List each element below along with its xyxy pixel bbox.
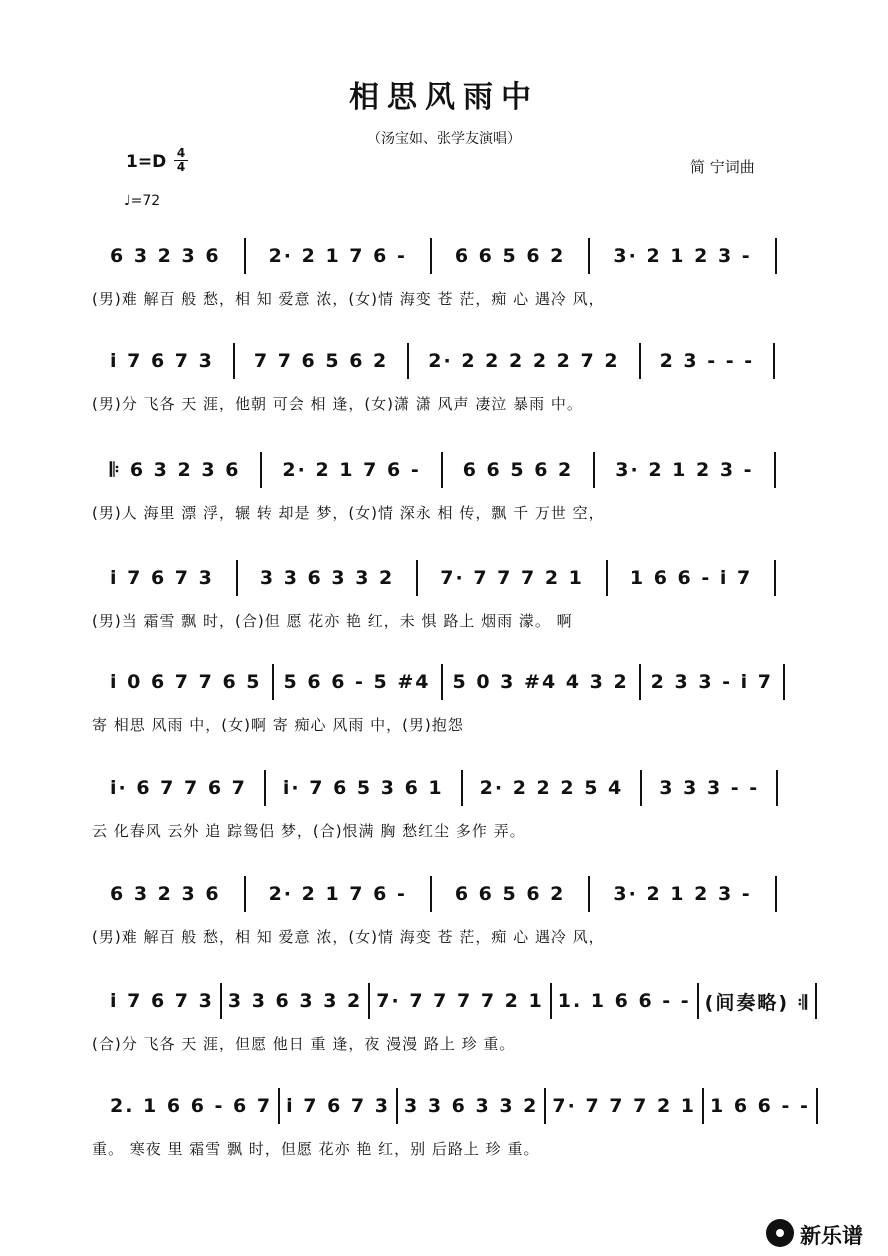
time-signature-bottom: 4 (176, 160, 186, 174)
bar-line (815, 983, 817, 1019)
measure: 6 3 2 3 6 (110, 245, 221, 267)
measure: 5 6 6 - 5 #4 (283, 671, 431, 693)
measure: 6 6 5 6 2 (454, 883, 566, 905)
measure: 2 3 3 - i 7 (650, 671, 774, 693)
bar-line (233, 343, 235, 379)
bar-line (773, 343, 775, 379)
measure: 2· 2 2 2 5 4 (479, 777, 624, 799)
bar-line (774, 452, 776, 488)
bar-line (775, 876, 777, 912)
measure: 7· 7 7 7 7 2 1 (376, 990, 544, 1012)
measure: 6 6 5 6 2 (462, 459, 574, 481)
tempo-marking: ♩=72 (124, 193, 161, 209)
time-signature (174, 148, 188, 173)
bar-line (264, 770, 266, 806)
time-signature-top: 4 (176, 146, 186, 160)
measure: 7· 7 7 7 2 1 (440, 567, 584, 589)
measure: 2· 2 1 7 6 - (282, 459, 421, 481)
performer-subtitle: （汤宝如、张学友演唱） (367, 131, 521, 147)
bar-line (278, 1088, 280, 1124)
notation-line (110, 664, 810, 704)
bar-line (816, 1088, 818, 1124)
bar-line (272, 664, 274, 700)
measure: 1 6 6 - i 7 (629, 567, 753, 589)
notation-line (110, 560, 810, 600)
measure: 3 3 6 3 3 2 (227, 990, 363, 1012)
key-signature: 1=D (126, 152, 167, 172)
measure: i· 7 6 5 3 6 1 (282, 777, 444, 799)
bar-line (697, 983, 699, 1019)
measure: 7 7 6 5 6 2 (253, 350, 389, 372)
bar-line (396, 1088, 398, 1124)
measure: 2. 1 6 6 - 6 7 (110, 1095, 273, 1117)
bar-line (544, 1088, 546, 1124)
bar-line (606, 560, 608, 596)
bar-line (368, 983, 370, 1019)
notation-line (110, 983, 810, 1023)
bar-line (461, 770, 463, 806)
measure: 3 3 3 - - (659, 777, 760, 799)
bar-line (550, 983, 552, 1019)
notation-line (110, 238, 810, 278)
measure: 3 3 6 3 3 2 (259, 567, 395, 589)
composer-credit: 简 宁词曲 (690, 158, 755, 176)
measure: 1 6 6 - - (710, 1095, 810, 1117)
bar-line (220, 983, 222, 1019)
lyric-line: (男)人 海里 漂 浮，辗 转 却是 梦，(女)情 深永 相 传，飘 千 万世 空， (92, 504, 605, 522)
bar-line (416, 560, 418, 596)
bar-line (776, 770, 778, 806)
lyric-line: 重。 寒夜 里 霜雪 飘 时，但愿 花亦 艳 红，别 后路上 珍 重。 (92, 1140, 540, 1158)
measure: 3· 2 1 2 3 - (613, 883, 752, 905)
measure: i 7 6 7 3 (110, 567, 214, 589)
measure: i 7 6 7 3 (110, 990, 214, 1012)
measure: i 7 6 7 3 (286, 1095, 390, 1117)
site-logo (766, 1216, 878, 1250)
bar-line (236, 560, 238, 596)
measure: i· 6 7 7 6 7 (110, 777, 247, 799)
measure: 5 0 3 #4 4 3 2 (452, 671, 629, 693)
bar-line (783, 664, 785, 700)
bar-line (774, 560, 776, 596)
measure: i 0 6 7 7 6 5 (110, 671, 262, 693)
measure: 6 3 2 3 6 (110, 883, 221, 905)
measure: 2 3 - - - (659, 350, 755, 372)
lyric-line: (男)分 飞各 天 涯，他朝 可会 相 逢，(女)潇 潇 风声 凄泣 暴雨 中。 (92, 395, 583, 413)
bar-line (775, 238, 777, 274)
measure: 2· 2 2 2 2 2 7 2 (428, 350, 620, 372)
logo-text: 新乐谱 (800, 1224, 863, 1248)
measure: 3· 2 1 2 3 - (615, 459, 754, 481)
measure: i 7 6 7 3 (110, 350, 214, 372)
measure: 7· 7 7 7 2 1 (552, 1095, 697, 1117)
bar-line (588, 238, 590, 274)
bar-line (441, 664, 443, 700)
notation-line (110, 876, 810, 916)
bar-line (441, 452, 443, 488)
bar-line (260, 452, 262, 488)
lyric-line: (合)分 飞各 天 涯，但愿 他日 重 逢，夜 漫漫 路上 珍 重。 (92, 1035, 516, 1053)
measure: 6 6 5 6 2 (454, 245, 566, 267)
bar-line (430, 876, 432, 912)
lyric-line: 云 化春风 云外 追 踪鸳侣 梦，(合)恨满 胸 愁红尘 多作 弄。 (92, 822, 526, 840)
measure: 3 3 6 3 3 2 (403, 1095, 539, 1117)
bar-line (640, 770, 642, 806)
bar-line (588, 876, 590, 912)
bar-line (702, 1088, 704, 1124)
bar-line (430, 238, 432, 274)
notation-line (110, 770, 810, 810)
record-icon (766, 1219, 794, 1247)
notation-line (110, 343, 810, 383)
measure: 3· 2 1 2 3 - (613, 245, 752, 267)
measure: 1. 1 6 6 - - (557, 990, 691, 1012)
measure: 𝄆 6 3 2 3 6 (110, 459, 241, 481)
measure: 2· 2 1 7 6 - (268, 245, 407, 267)
bar-line (639, 664, 641, 700)
measure: (间奏略) 𝄇 (704, 991, 809, 1014)
lyric-line: 寄 相思 风雨 中，(女)啊 寄 痴心 风雨 中，(男)抱怨 (92, 716, 464, 734)
bar-line (244, 876, 246, 912)
lyric-line: (男)难 解百 般 愁，相 知 爱意 浓，(女)情 海变 苍 茫，痴 心 遇冷 风， (92, 928, 605, 946)
measure: 2· 2 1 7 6 - (268, 883, 407, 905)
notation-line (110, 1088, 810, 1128)
song-title: 相思风雨中 (349, 80, 539, 115)
bar-line (639, 343, 641, 379)
bar-line (407, 343, 409, 379)
bar-line (593, 452, 595, 488)
bar-line (244, 238, 246, 274)
notation-line (110, 452, 810, 492)
lyric-line: (男)难 解百 般 愁，相 知 爱意 浓，(女)情 海变 苍 茫，痴 心 遇冷 风， (92, 290, 605, 308)
lyric-line: (男)当 霜雪 飘 时，(合)但 愿 花亦 艳 红，未 惧 路上 烟雨 濛。 啊 (92, 612, 573, 630)
